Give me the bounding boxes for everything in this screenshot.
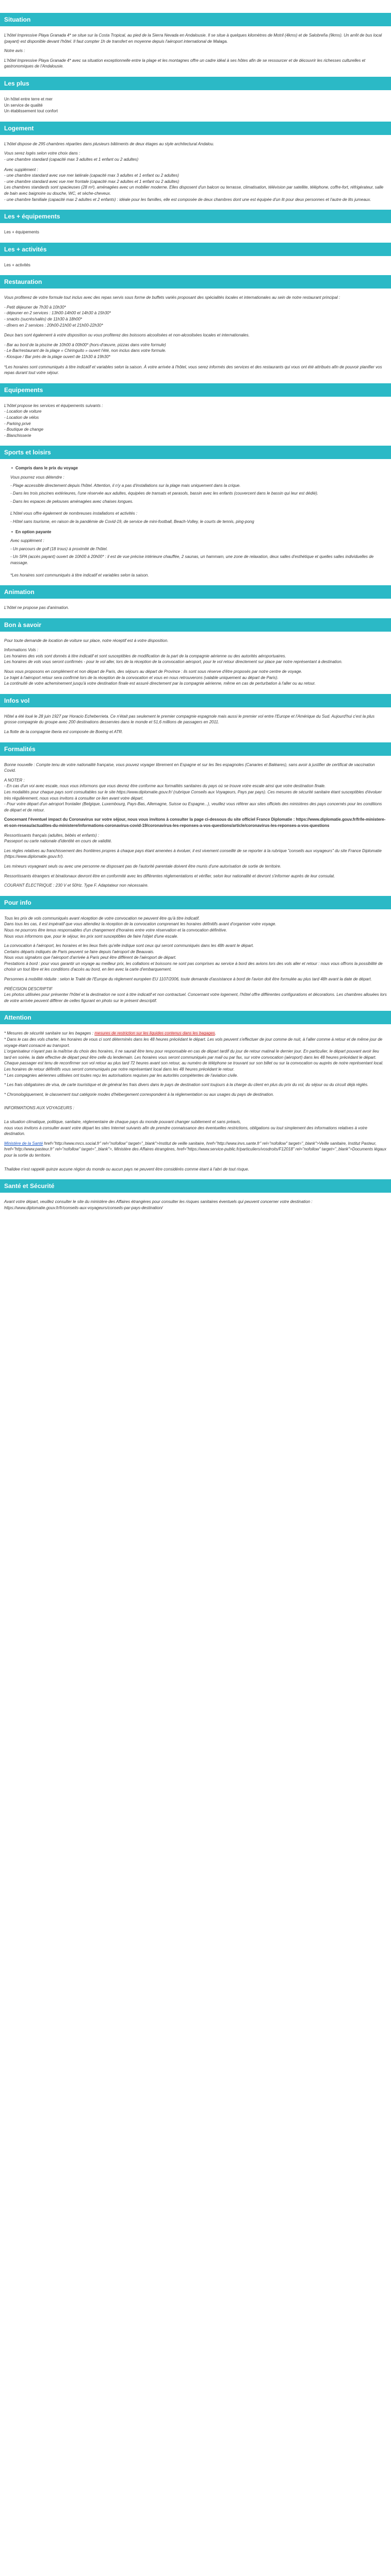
included-heading: • Compris dans le prix du voyage [11, 465, 387, 471]
sports-activities: L'hôtel vous offre également de nombreuses installations et activités : [10, 511, 138, 516]
logement-item: Les chambres standards sont spacieuses (28 m²), aménagées avec un mobilier moderne. Elles disposent d'un balcon ou terrasse, climatisation, télévision par satellite, téléphone, coffre-fort, réfrigérateur, salle de bain avec baignoire ou douche, WC, et sèche-cheveux. [4, 185, 384, 196]
health-text: Avant votre départ, veuillez consulter le site du ministère des Affaires étrangères pour consulter les risques sanitaires éventuels qui peuvent concerner votre destination : https://www.diplomatie.gouv.fr/fr/conseils-aux-voyageurs/conseils-par-pays-destination/ [4, 1199, 313, 1210]
bars-intro: Deux bars sont également à votre disposition ou vous profiterez des boissons alcoolisées et non-alcoolisées locales et internationales. [4, 333, 250, 338]
car-rental-text: Pour toute demande de location de voiture sur place, notre réceptif est à votre disposition. [4, 638, 169, 643]
health-ministry-link[interactable]: Ministère de la Santé [4, 1141, 43, 1146]
bar-item: - Kiosque / Bar près de la plage ouvert de 11h30 à 19h30* [4, 354, 110, 360]
airport-convocation-text: La convocation à l'aéroport, les horaires et les lieux fixés qu'elle indique sont ceux qui seront communiqués dans les 48h avant le départ. Certains départs indiqués de Paris peuvent se faire depuis l'aéroport de Beauvais. Nous vous signalons que l'aéroport d'arrivée à Paris peut être différent de l'aéroport de départ. Prestations à bord : pour vous garantir un voyage au meilleur prix, les collations et boissons ne sont pas comprises au service à bord des avions lors des vols aller et retour : nous vous offrons la possibilité de choisir un tout libre et les conditions d'accès au bord, en lien avec la carte d'embarquement. [4, 943, 383, 972]
situation-section [0, 13, 391, 70]
section-title: Logement [0, 122, 391, 135]
logement-item: - une chambre familiale (capacité max 2 adultes et 2 enfants) : idéale pour les familles, elle est composée de deux chambres dont une est équipée d'un lit pour deux personnes et l'autre de lits jumeaux. [4, 197, 371, 202]
sante-section [0, 1179, 391, 1211]
equipements-intro: L'hôtel propose les services et équipements suivants : [4, 403, 103, 408]
travelers-info-label: INFORMATIONS AUX VOYAGEURS : [4, 1106, 75, 1111]
plus-item: Un service de qualité [4, 103, 43, 108]
bar-item: - Bar au bord de la piscine de 10h00 à 00h00* (hors-d'œuvre, pizzas dans votre formule) [4, 342, 166, 347]
supplement-label: Avec supplément : [4, 167, 38, 172]
useful-links-rest: href="http://www.mrcs.social.fr" rel="nofollow" target="_blank">Institut de veille sanitaire, href="http://www.invs.sante.fr" rel="nofollow" target="_blank">Veille sanitaire, Institut Pasteur, href="http://www.pasteur.fr" rel="nofollow" target="_blank">, Ministère des Affaires étrangères, href="https://www.service-public.fr/particuliers/vosdroits/F12018" rel="nofollow" target="_blank">Documents légaux pour la sortie du territoire. [4, 1141, 386, 1158]
section-title: Attention [0, 1011, 391, 1024]
foreigners-text: Ressortissants étrangers et binationaux devront être en conformité avec les différentes réglementations et vérifier, selon leur nationalité et devront s'informer auprès de leur consulat. [4, 873, 335, 878]
section-title: Les plus [0, 77, 391, 90]
section-title: Infos vol [0, 694, 391, 707]
formalites-news: Bonne nouvelle : Compte tenu de votre nationalité française, vous pouvez voyager librement en Espagne et sur les îles espagnoles (Canaries et Baléares), sans avoir à justifier de certificat de vaccination Covid. [4, 762, 375, 773]
sports-section [0, 446, 391, 578]
security-prefix: * Mesures de sécurité sanitaire sur les bagages : [4, 1031, 95, 1036]
security-rest: . * Dans le cas des vols charter, les horaires de vous ci sont déterminés dans les 48 heures précédant le départ. Les vols peuvent s'effectuer de jour comme de nuit, à l'aller comme à retour et de même jour de voyage étant consacré au transport. L'organisateur n'ayant pas la maîtrise du choix des horaires, il ne saurait être tenu pour responsable en cas de départ tardif du jour de retour matinal le dernier jour. En particulier, le départ pouvant avoir lieu tard en soirée, la date effective de départ peut être celle du lendemain. Les horaires vous seront communiqués par mail ou par fax, sur votre convocation (aéroport) dans les 48 heures précédant le départ. Chaque passager est tenu de reconfirmer son vol retour au plus tard 72 heures avant son retour, au numéro de téléphone se trouvant sur son billet ou sur la convocation ou auprès de notre représentant local. Les horaires de retour définitifs vous seront communiqués par notre représentant local dans les 48 heures précédant le retour. * Les compagnies aériennes utilisées ont toutes reçu les autorisations requises par les autorités compétentes de l'aviation civile. [4, 1031, 384, 1078]
logement-intro: L'hôtel dispose de 295 chambres réparties dans plusieurs bâtiments de deux étages au style architectural Andalou. [4, 141, 215, 146]
section-title: Restauration [0, 275, 391, 289]
meal-time: - dîners en 2 services : 20h00-21h00 et 21h00-22h30* [4, 323, 103, 328]
equipement-item: - Boutique de change [4, 427, 44, 432]
section-title: Les + activités [0, 243, 391, 256]
travelers-info-text: La situation climatique, politique, sanitaire, réglementaire de chaque pays du monde pouvant changer subitement et sans préavis, nous vous invitons à consulter avant votre départ les sites Internet suivants afin de prendre connaissance des éventuelles restrictions, obligations ou tout simplement des informations relatives à votre destination. [4, 1119, 367, 1137]
classification-text: * Chronologiquement, le classement tout catégorie modes d'hébergement correspondent à la réglementation ou aux usages du pays de destination. [4, 1092, 274, 1097]
minors-text: Les mineurs voyageant seuls ou avec une personne ne disposant pas de l'autorité parentale doivent être munis d'une autorisation de sortie de territoire. [4, 863, 282, 869]
optional-item: - Un SPA (accès payant) ouvert de 10h00 à 20h00* : il est de vue précise intérieure chauffée, 2 saunas, un hammam, une zone de relaxation, deux salles d'esthétique et quelles salles individuelles de massage. [10, 554, 374, 565]
section-title: Formalités [0, 742, 391, 756]
bon-a-savoir-section [0, 618, 391, 687]
meal-time: - snacks (sucrés/salés) de 11h30 à 18h00* [4, 317, 83, 322]
nationals-text: Ressortissants français (adultes, bébés et enfants) : Passeport ou carte nationale d'identité en cours de validité. [4, 833, 112, 844]
equipement-item: - Blanchisserie [4, 433, 31, 438]
province-text: Nous vous proposons en complément et non départ de Paris, des séjours au départ de Province : ils sont sous réserve d'être proposés par notre centre de voyage. Le trajet à l'aéroport retour sera confirmé lors de la réception de la convocation et vous en nous retrouverons (valable uniquement au départ de Paris). La continuité de votre acheminement jusqu'à votre destination finale est assuré directement par la compagnie aérienne, même en cas de perturbation à l'aller ou au retour. [4, 669, 316, 686]
flight-prices-text: Tous les prix de vols communiqués avant réception de votre convocation ne peuvent être qu'à titre indicatif. Dans tous les cas, il est impératif que vous attendiez la réception de la convocation comprenant les horaires définitifs avant d'organiser votre voyage. Nous ne pourrons être tenus responsables d'un changement d'horaires entre votre réservation et la convocation définitive. Nous vous informons que, pour le séjour, les prix sont susceptibles de faire l'objet d'une escale. [4, 916, 276, 939]
animation-section [0, 585, 391, 611]
animation-text: L'hôtel ne propose pas d'animation. [4, 605, 69, 611]
description-precision: PRÉCISION DESCRIPTIF Les photos utilisées pour présenter l'hôtel et la destination ne sont à titre indicatif et non contractuel. Concernant votre logement, l'hôtel offre différentes configurations et décorations. Les chambres allouées lors de votre arrivée peuvent différer de celles figurant en photo sur le présent descriptif. [4, 986, 387, 1003]
risk-disclaimer: Thalidee n'est rappelé quinze aucune région du monde ou aucun pays ne peuvent être considérés comme étant à l'abri de tout risque. [4, 1166, 249, 1172]
sports-item: - Dans les trois piscines extérieures, l'une réservée aux adultes, équipées de transats et parasols, bassin avec les enfants (couvercent dans le bassin qui leur est dédié). [10, 491, 318, 496]
section-title: Les + équipements [0, 210, 391, 223]
equipements-plus-section [0, 210, 391, 235]
optional-heading: • En option payante [11, 529, 387, 535]
section-title: Bon à savoir [0, 618, 391, 632]
section-title: Pour info [0, 896, 391, 909]
logement-item: - une chambre standard (capacité max 3 adultes et 1 enfant ou 2 adultes) [4, 157, 139, 162]
section-title: Santé et Sécurité [0, 1179, 391, 1193]
infos-vol-section [0, 694, 391, 735]
hours-note: *Les horaires sont communiqués à titre indicatif et variables selon la saison. [10, 572, 149, 578]
airline-history: Hôtel a été loué le 28 juin 1927 par Horacio Echeberrieta. Ce n'était pas seulement le premier compagnie espagnole mais aussi le premier vol entre l'Europe et l'Amérique du Sud. Aujourd'hui c'est la plus grosse compagnie du groupe avec 200 destinations desservies dans le monde et 51,6 millions de passagers en 2011. [4, 714, 374, 725]
equipement-item: - Location de voiture [4, 409, 42, 414]
flights-info-label: Informations Vols : [4, 648, 38, 653]
logement-item: - une chambre standard avec vue mer latérale (capacité max 3 adultes et 1 enfant ou 2 adultes) [4, 173, 179, 178]
section-title: Animation [0, 585, 391, 599]
coronavirus-text: Concernant l'éventuel impact du Coronavirus sur votre séjour, nous vous invitons à consulter la page ci-dessous du site officiel France Diplomatie : https://www.diplomatie.gouv.fr/fr/le-ministere-et-son-reseau/actualites-du-ministere/informations-coronavirus-covid-19/coronavirus-les-reponses-a-vos-questions/article/coronavirus-les-reponses-a-vos-questions [4, 817, 386, 828]
equipement-item: - Location de vélos [4, 415, 39, 420]
sports-intro: Vous pourrez vous détendre : [10, 474, 64, 480]
plus-item: Un établissement tout confort [4, 109, 58, 114]
section-title: Equipements [0, 383, 391, 397]
logement-section [0, 122, 391, 202]
section-title: Situation [0, 13, 391, 26]
formalites-note: A NOTER : - En cas d'un voi avec escale, nous vous informons que vous devrez être conforme aux formalités sanitaires du pays où se trouve votre escale ainsi que votre destination finale. Les modalités pour chaque pays sont consultables sur le site https://www.diplomatie.gouv.fr/ (rubrique Conseils aux Voyageurs, Pays par pays). Ces mesures de sécurité sanitaire étant susceptibles d'évoluer très régulièrement, nous vous invitons à consulter ce lien avant votre départ. - Pour votre départ d'un aéroport frontalier (Belgique, Luxembourg, Pays-Bas, Allemagne, Suisse ou Espagne...), veuillez vous référer aux sites officiels des ministères des pays concernés pour les conditions de départ et de retour. [4, 777, 382, 812]
activites-text: Les + activités [4, 262, 30, 267]
equipements-section [0, 383, 391, 439]
reduced-mobility-text: Personnes à mobilité réduite : selon le Traité de l'Europe du règlement européen EU 1107/2006, toute demande d'assistance à bord de l'avion doit être formulée au plus tard 48h avant la date de départ. [4, 977, 372, 982]
section-title: Sports et loisirs [0, 446, 391, 459]
hours-note: *Les horaires sont communiqués à titre indicatif et variables selon la saison. À votre arrivée à l'hôtel, vous serez informés des services et des restaurants qui vous ont été attribués afin de pouvoir planifier vos repas durant tout votre séjour. [4, 364, 382, 376]
sports-item: - Dans les espaces de pelouses aménagées avec chaises longues. [10, 499, 134, 504]
visa-fees-text: * Les frais obligatoires de visa, de carte touristique et de général les frais divers dans le pays de destination sont toujours à la charge du client en plus du prix du vol, du séjour ou du circuit déjà réglés. [4, 1082, 369, 1088]
review-label: Notre avis : [4, 48, 25, 54]
equipement-item: - Parking privé [4, 421, 31, 426]
restauration-section [0, 275, 391, 376]
bar-item: - Le Bar/restaurant de la plage « Chiringuito » ouvert l'été, non inclus dans votre formule. [4, 348, 167, 353]
airline-fleet: La flotte de la compagnie Iberia est composée de Boeing et ATR. [4, 730, 123, 735]
pour-info-section [0, 896, 391, 1004]
attention-section [0, 1011, 391, 1172]
formalites-section [0, 742, 391, 889]
meal-time: - déjeuner en 2 services : 13h00-14h00 et 14h30 à 15h30* [4, 311, 111, 316]
restauration-intro: Vous profiterez de votre formule tout inclus avec des repas servis sous forme de buffets variés proposant des spécialités locales et internationales au sein de notre restaurant principal : [4, 295, 340, 300]
meal-time: - Petit déjeuner de 7h30 à 10h30* [4, 304, 66, 310]
plus-section [0, 77, 391, 114]
sports-item: - Plage accessible directement depuis l'hôtel. Attention, il n'y a pas d'installations sur la plage mais uniquement dans la crique. [10, 483, 241, 488]
borders-text: Les règles relatives au franchissement des frontières propres à chaque pays étant amenées à évoluer, il est vivement conseillé de se reporter à la rubrique "conseils aux voyageurs" du site France Diplomatie (https://www.diplomatie.gouv.fr/). [4, 848, 382, 859]
review-text: L'hôtel Impressive Playa Granade 4* avec sa situation exceptionnelle entre la plage et les montagnes offre un cadre idéal à ses hôtes afin de se ressourcer et de découvrir les richesses culturelles et gastronomiques de l'Andalousie. [4, 58, 366, 69]
electricity-text: COURANT ÉLECTRIQUE : 230 V et 50Hz. Type F. Adaptateur non nécessaire. [4, 883, 149, 888]
activites-section [0, 243, 391, 268]
logement-item: - une chambre standard avec vue mer frontale (capacité max 2 adultes et 1 enfant ou 2 adultes) [4, 179, 180, 184]
sports-activities-list: - Hôtel sans tourisme, en raison de la pandémie de Covid-19, de service de mini-football, Beach-Volley, le courts de tennis, ping-pong [10, 519, 254, 524]
supplement-label: Avec supplément : [10, 538, 44, 544]
situation-text: L'hôtel Impressive Playa Granada 4* se situe sur la Costa Tropical, au pied de la Sierra Nevada en Andalousie. Il se situe à quelques kilomètres de Motril (4kms) et de Salobreña (9kms). Un arrêt de bus local (payant) est disponible devant l'hôtel. Il faut compter 1h de transfert en moyenne depuis l'aéroport international de Malaga. [4, 33, 382, 44]
security-text [4, 1030, 387, 1078]
flights-info-text: Les horaires des vols sont donnés à titre indicatif et sont susceptibles de modification de la part de la compagnie aérienne ou des autorités aéroportuaires. Les horaires de vols vous seront confirmés - pour le vol aller, lors de la réception de la convocation aéroport, pour le vol retour directement sur place par notre représentant à destination. [4, 653, 343, 665]
liquids-restriction-link[interactable]: mesures de restriction sur les liquides contenus dans les bagages [94, 1031, 215, 1036]
logement-choice-label: Vous serez logés selon votre choix dans : [4, 151, 80, 156]
equipements-text: Les + équipements [4, 230, 39, 235]
optional-item: - Un parcours de golf (18 trous) à proximité de l'hôtel. [10, 546, 108, 551]
useful-links [4, 1141, 387, 1159]
plus-item: Un hôtel entre terre et mer [4, 96, 53, 101]
